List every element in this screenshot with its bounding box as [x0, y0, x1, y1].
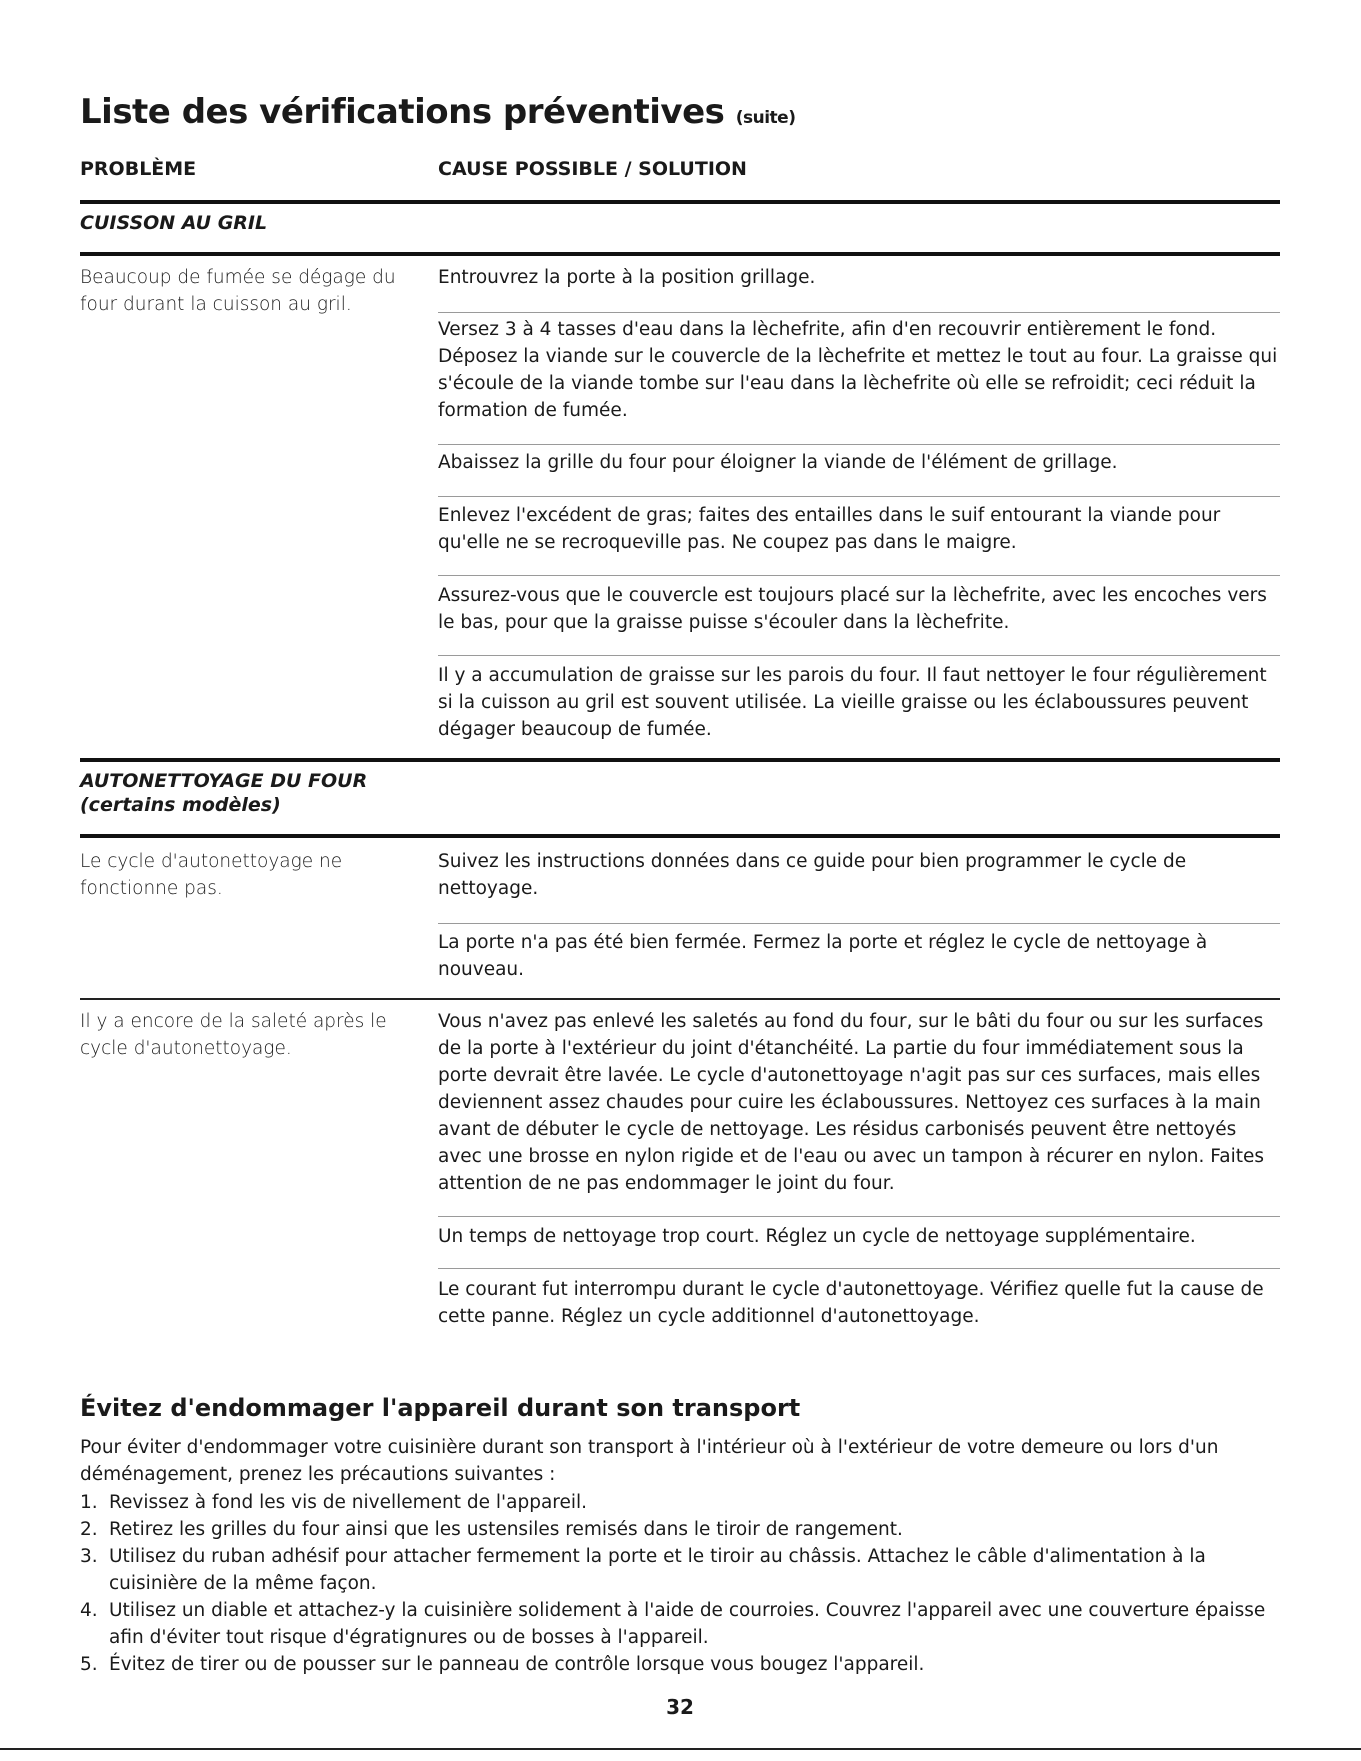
section-heading-broiling: CUISSON AU GRIL: [80, 212, 268, 234]
solution-item: La porte n'a pas été bien fermée. Fermez la porte et réglez le cycle de nettoyage à nouveau.: [438, 932, 1208, 980]
list-item-text: Revissez à fond les vis de nivellement de l'appareil.: [109, 1492, 588, 1513]
problem-cycle-not-working: Le cycle d'autonettoyage ne fonctionne pas.: [80, 851, 343, 899]
section-divider: [80, 758, 1280, 762]
problem-divider: [80, 998, 1280, 1000]
list-item-number: 1.: [80, 1492, 98, 1513]
page-number: 32: [666, 1695, 694, 1719]
solution-item: Il y a accumulation de graisse sur les parois du four. Il faut nettoyer le four régulièrement si la cuisson au gril est souvent utilisée. La vieille graisse ou les éclaboussures peuvent dégager beaucoup de fumée.: [438, 665, 1267, 740]
list-item-number: 5.: [80, 1654, 98, 1675]
solution-item: Entrouvrez la porte à la position grillage.: [438, 267, 816, 288]
problem-dirt-remains: Il y a encore de la saleté après le cycle d'autonettoyage.: [80, 1011, 387, 1059]
list-item: [80, 1597, 1280, 1651]
footer-rule: [0, 1748, 1361, 1750]
page-title-suffix: (suite): [735, 108, 796, 128]
transport-steps: [80, 1489, 1280, 1678]
transport-heading: Évitez d'endommager l'appareil durant son transport: [80, 1394, 801, 1422]
list-item-text: Retirez les grilles du four ainsi que les ustensiles remisés dans le tiroir de rangement.: [109, 1519, 903, 1540]
list-item-number: 4.: [80, 1600, 98, 1621]
problem-smoke: Beaucoup de fumée se dégage du four durant la cuisson au gril.: [80, 267, 396, 315]
list-item: [80, 1516, 1280, 1543]
solution-divider: [438, 655, 1280, 656]
section-divider: [80, 200, 1280, 204]
solution-item: Vous n'avez pas enlevé les saletés au fond du four, sur le bâti du four ou sur les surfaces de la porte à l'extérieur du joint d'étanchéité. La partie du four immédiatement sous la porte devrait être lavée. Le cycle d'autonettoyage n'agit pas sur ces surfaces, mais elles deviennent assez chaudes pour cuire les éclaboussures. Nettoyez ces surfaces à la main avant de débuter le cycle de nettoyage. Les résidus carbonisés peuvent être nettoyés avec une brosse en nylon rigide et de l'eau ou avec un tampon à récurer en nylon. Faites attention de ne pas endommager le joint du four.: [438, 1011, 1264, 1194]
section-divider: [80, 252, 1280, 256]
column-header-solution: CAUSE POSSIBLE / SOLUTION: [438, 158, 747, 180]
list-item: [80, 1543, 1280, 1597]
page-title-text: Liste des vérifications préventives: [80, 92, 725, 132]
column-header-problem: PROBLÈME: [80, 158, 197, 180]
section-heading-line: AUTONETTOYAGE DU FOUR: [80, 770, 368, 792]
solution-item: Suivez les instructions données dans ce guide pour bien programmer le cycle de nettoyage.: [438, 851, 1187, 899]
solution-divider: [438, 923, 1280, 924]
transport-intro: Pour éviter d'endommager votre cuisinière durant son transport à l'intérieur où à l'extérieur de votre demeure ou lors d'un déménagement, prenez les précautions suivantes :: [80, 1437, 1219, 1485]
page-title: [80, 92, 795, 132]
solution-divider: [438, 575, 1280, 576]
solution-divider: [438, 1268, 1280, 1269]
solution-item: Abaissez la grille du four pour éloigner la viande de l'élément de grillage.: [438, 452, 1118, 473]
list-item: [80, 1651, 1280, 1678]
list-item-text: Évitez de tirer ou de pousser sur le panneau de contrôle lorsque vous bougez l'appareil.: [109, 1654, 925, 1675]
solution-item: Le courant fut interrompu durant le cycle d'autonettoyage. Vérifiez quelle fut la cause de cette panne. Réglez un cycle additionnel d'autonettoyage.: [438, 1279, 1264, 1327]
section-heading-self-clean: [80, 769, 430, 817]
section-heading-line: (certains modèles): [80, 794, 281, 816]
list-item-number: 3.: [80, 1546, 98, 1567]
list-item-number: 2.: [80, 1519, 98, 1540]
solution-item: Versez 3 à 4 tasses d'eau dans la lèchefrite, afin d'en recouvrir entièrement le fond. Déposez la viande sur le couvercle de la lèchefrite et mettez le tout au four. La graisse qui s'écoule de la viande tombe sur l'eau dans la lèchefrite où elle se refroidit; ceci réduit la formation de fumée.: [438, 319, 1278, 421]
section-divider: [80, 834, 1280, 838]
solution-item: Assurez-vous que le couvercle est toujours placé sur la lèchefrite, avec les encoches vers le bas, pour que la graisse puisse s'écouler dans la lèchefrite.: [438, 585, 1267, 633]
solution-item: Un temps de nettoyage trop court. Réglez un cycle de nettoyage supplémentaire.: [438, 1226, 1196, 1247]
list-item-text: Utilisez du ruban adhésif pour attacher fermement la porte et le tiroir au châssis. Attachez le câble d'alimentation à la cuisinière de la même façon.: [109, 1546, 1206, 1594]
solution-divider: [438, 444, 1280, 445]
solution-item: Enlevez l'excédent de gras; faites des entailles dans le suif entourant la viande pour qu'elle ne se recroqueville pas. Ne coupez pas dans le maigre.: [438, 505, 1221, 553]
solution-divider: [438, 496, 1280, 497]
list-item: [80, 1489, 1280, 1516]
solution-divider: [438, 1216, 1280, 1217]
list-item-text: Utilisez un diable et attachez-y la cuisinière solidement à l'aide de courroies. Couvrez l'appareil avec une couverture épaisse afin d'éviter tout risque d'égratignures ou de bosses à l'appareil.: [109, 1600, 1266, 1648]
solution-divider: [438, 312, 1280, 313]
